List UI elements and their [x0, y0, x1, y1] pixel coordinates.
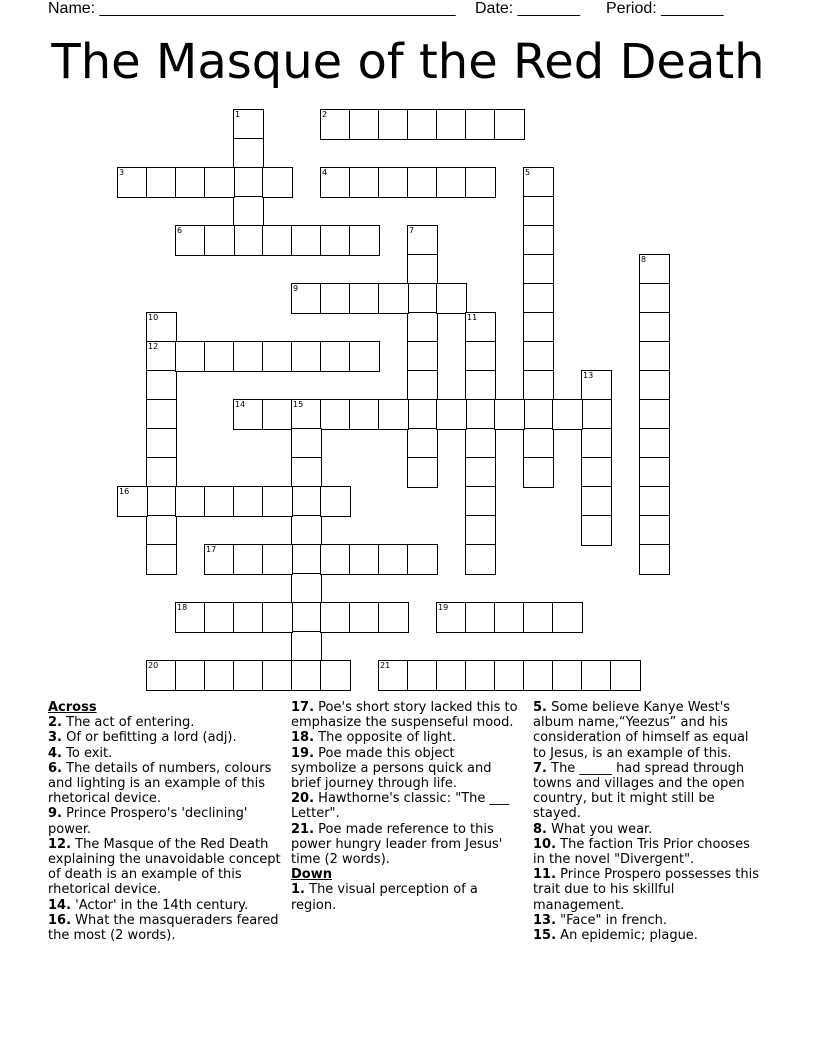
grid-cell[interactable] — [175, 602, 206, 633]
grid-cell[interactable] — [146, 312, 177, 343]
clue-item-number: 3. — [48, 730, 62, 746]
grid-cell[interactable] — [610, 660, 641, 691]
clue-item-number: 18. — [291, 730, 315, 746]
grid-cell[interactable] — [523, 602, 554, 633]
grid-cell[interactable] — [291, 283, 322, 314]
clue-item-number: 20. — [291, 791, 315, 807]
clue-item-text: Poe's short story lacked this to emphasize the suspenseful mood. — [291, 700, 518, 731]
grid-cell[interactable] — [465, 109, 496, 140]
grid-cell[interactable] — [465, 312, 496, 343]
clue-item-number: 15. — [533, 928, 557, 944]
date-field-label[interactable]: Date: _______ — [475, 0, 580, 17]
grid-cell[interactable] — [233, 399, 264, 430]
grid-cell[interactable] — [639, 312, 670, 343]
grid-cell[interactable] — [552, 602, 583, 633]
grid-cell[interactable] — [378, 167, 409, 198]
grid-cell[interactable] — [407, 312, 438, 343]
grid-cell[interactable] — [407, 167, 438, 198]
grid-cell[interactable] — [639, 544, 670, 575]
grid-cell[interactable] — [581, 399, 612, 430]
grid-cell[interactable] — [291, 660, 322, 691]
grid-cell[interactable] — [639, 515, 670, 546]
grid-cell[interactable] — [233, 660, 264, 691]
grid-cell[interactable] — [146, 370, 177, 401]
clue-number: 17 — [206, 545, 217, 554]
clues-column-3 — [533, 700, 765, 943]
grid-cell[interactable] — [465, 399, 496, 430]
grid-cell[interactable] — [465, 370, 496, 401]
grid-cell[interactable] — [349, 225, 380, 256]
clue-item-text: "Face" in french. — [560, 912, 668, 928]
clue-item-number: 1. — [291, 882, 305, 898]
clue-item-number: 4. — [48, 745, 62, 761]
grid-cell[interactable] — [349, 109, 380, 140]
clue-item-number: 8. — [533, 821, 547, 837]
clue-number: 5 — [525, 168, 531, 177]
grid-cell[interactable] — [523, 370, 554, 401]
clue-item — [533, 837, 765, 867]
grid-cell[interactable] — [233, 109, 264, 140]
clue-item-text: What the masqueraders feared the most (2 words). — [48, 912, 279, 944]
grid-cell[interactable] — [320, 283, 351, 314]
grid-cell[interactable] — [407, 544, 438, 575]
grid-cell[interactable] — [407, 109, 438, 140]
clue-item — [291, 700, 521, 730]
grid-cell[interactable] — [204, 486, 235, 517]
grid-cell[interactable] — [407, 370, 438, 401]
grid-cell[interactable] — [378, 602, 409, 633]
grid-cell[interactable] — [407, 283, 438, 314]
grid-cell[interactable] — [349, 167, 380, 198]
grid-cell[interactable] — [465, 167, 496, 198]
clue-item — [48, 730, 282, 745]
clue-item — [533, 867, 765, 913]
grid-cell[interactable] — [320, 167, 351, 198]
grid-cell[interactable] — [349, 602, 380, 633]
grid-cell[interactable] — [436, 167, 467, 198]
grid-cell[interactable] — [639, 399, 670, 430]
grid-cell[interactable] — [465, 515, 496, 546]
grid-cell[interactable] — [146, 515, 177, 546]
grid-cell[interactable] — [291, 225, 322, 256]
clue-item-number: 5. — [533, 700, 547, 715]
clue-number: 11 — [467, 313, 478, 322]
grid-cell[interactable] — [291, 399, 322, 430]
grid-cell[interactable] — [465, 428, 496, 459]
grid-cell[interactable] — [523, 167, 554, 198]
grid-cell[interactable] — [436, 283, 467, 314]
grid-cell[interactable] — [146, 399, 177, 430]
clue-item — [48, 715, 282, 730]
clue-item-number: 12. — [48, 836, 72, 852]
grid-cell[interactable] — [320, 486, 351, 517]
clue-item-text: Some believe Kanye West's album name,“Yeezus” and his consideration of himself as equal to Jesus, is an example of this. — [533, 700, 749, 761]
grid-cell[interactable] — [175, 486, 206, 517]
clue-item-text: The _____ had spread through towns and villages and the open country, but it might still be stayed. — [533, 760, 745, 822]
clue-item — [48, 898, 282, 913]
clue-item — [533, 822, 765, 837]
grid-cell[interactable] — [175, 341, 206, 372]
clue-item — [48, 913, 282, 943]
clue-item-number: 17. — [291, 700, 315, 715]
clue-item-number: 6. — [48, 760, 62, 776]
grid-cell[interactable] — [523, 457, 554, 488]
grid-cell[interactable] — [204, 660, 235, 691]
clues-column-1 — [48, 700, 282, 943]
grid-cell[interactable] — [233, 486, 264, 517]
clue-item-text: 'Actor' in the 14th century. — [75, 897, 249, 913]
clue-item-number: 10. — [533, 836, 557, 852]
grid-cell[interactable] — [291, 457, 322, 488]
clue-item-number: 2. — [48, 715, 62, 731]
grid-cell[interactable] — [407, 254, 438, 285]
clue-item-text: The visual perception of a region. — [291, 882, 478, 913]
grid-cell[interactable] — [436, 399, 467, 430]
clue-number: 14 — [235, 400, 246, 409]
grid-cell[interactable] — [233, 341, 264, 372]
grid-cell[interactable] — [204, 602, 235, 633]
clue-number: 15 — [293, 400, 304, 409]
clue-item — [48, 746, 282, 761]
grid-cell[interactable] — [291, 486, 322, 517]
clue-item — [48, 837, 282, 898]
clue-item — [533, 928, 765, 943]
grid-cell[interactable] — [378, 109, 409, 140]
clue-number: 6 — [177, 226, 183, 235]
grid-cell[interactable] — [320, 225, 351, 256]
grid-cell[interactable] — [291, 631, 322, 662]
clue-item-text: The faction Tris Prior chooses in the novel "Divergent". — [533, 836, 750, 868]
grid-cell[interactable] — [639, 457, 670, 488]
grid-cell[interactable] — [204, 167, 235, 198]
clue-number: 19 — [438, 603, 449, 612]
grid-cell[interactable] — [436, 109, 467, 140]
grid-cell[interactable] — [233, 602, 264, 633]
clue-item-text: To exit. — [66, 745, 113, 761]
clue-number: 1 — [235, 110, 241, 119]
clue-number: 8 — [641, 255, 647, 264]
grid-cell[interactable] — [146, 660, 177, 691]
grid-cell[interactable] — [146, 428, 177, 459]
grid-cell[interactable] — [465, 486, 496, 517]
grid-cell[interactable] — [262, 660, 293, 691]
clue-item-number: 13. — [533, 912, 557, 928]
grid-cell[interactable] — [523, 225, 554, 256]
clue-item — [533, 913, 765, 928]
grid-cell[interactable] — [204, 544, 235, 575]
grid-cell[interactable] — [523, 196, 554, 227]
grid-cell[interactable] — [320, 399, 351, 430]
period-field-label[interactable]: Period: _______ — [606, 0, 724, 17]
clue-item-number: 21. — [291, 821, 315, 837]
clue-item — [48, 806, 282, 836]
clue-item-number: 11. — [533, 867, 557, 883]
clue-number: 21 — [380, 661, 391, 670]
grid-cell[interactable] — [349, 544, 380, 575]
grid-cell[interactable] — [291, 341, 322, 372]
grid-cell[interactable] — [320, 341, 351, 372]
grid-cell[interactable] — [291, 573, 322, 604]
clue-item-text: Poe made this object symbolize a persons quick and brief journey through life. — [291, 745, 492, 792]
grid-cell[interactable] — [262, 544, 293, 575]
grid-cell[interactable] — [175, 660, 206, 691]
grid-cell[interactable] — [349, 283, 380, 314]
grid-cell[interactable] — [233, 138, 264, 169]
grid-cell[interactable] — [407, 399, 438, 430]
grid-cell[interactable] — [581, 515, 612, 546]
grid-cell[interactable] — [117, 486, 148, 517]
grid-cell[interactable] — [349, 399, 380, 430]
clue-number: 9 — [293, 284, 299, 293]
grid-cell[interactable] — [494, 602, 525, 633]
grid-cell[interactable] — [465, 544, 496, 575]
clue-item-number: 7. — [533, 760, 547, 776]
name-field-label[interactable]: Name: ________________________________________ — [48, 0, 456, 17]
grid-cell[interactable] — [146, 486, 177, 517]
grid-cell[interactable] — [291, 515, 322, 546]
grid-cell[interactable] — [639, 341, 670, 372]
grid-cell[interactable] — [204, 341, 235, 372]
clue-item-text: An epidemic; plague. — [560, 928, 698, 944]
clue-item-text: The act of entering. — [66, 715, 195, 731]
grid-cell[interactable] — [552, 660, 583, 691]
grid-cell[interactable] — [523, 399, 554, 430]
clue-item-text: Poe made reference to this power hungry leader from Jesus' time (2 words). — [291, 821, 503, 868]
grid-cell[interactable] — [262, 399, 293, 430]
clue-number: 13 — [583, 371, 594, 380]
grid-cell[interactable] — [262, 602, 293, 633]
grid-cell[interactable] — [291, 428, 322, 459]
clue-number: 7 — [409, 226, 415, 235]
grid-cell[interactable] — [233, 167, 264, 198]
grid-cell[interactable] — [581, 457, 612, 488]
grid-cell[interactable] — [349, 341, 380, 372]
grid-cell[interactable] — [233, 544, 264, 575]
clue-item — [291, 730, 521, 745]
grid-cell[interactable] — [523, 341, 554, 372]
grid-cell[interactable] — [291, 544, 322, 575]
grid-cell[interactable] — [581, 486, 612, 517]
grid-cell[interactable] — [262, 225, 293, 256]
grid-cell[interactable] — [320, 109, 351, 140]
clue-item-text: The details of numbers, colours and lighting is an example of this rhetorical device. — [48, 760, 272, 807]
grid-cell[interactable] — [436, 660, 467, 691]
grid-cell[interactable] — [523, 254, 554, 285]
clue-item-text: Hawthorne's classic: "The ___ Letter". — [291, 791, 510, 822]
grid-cell[interactable] — [378, 544, 409, 575]
clue-item-text: Prince Prospero possesses this trait due to his skillful management. — [533, 867, 759, 913]
grid-cell[interactable] — [639, 254, 670, 285]
clue-item-text: The opposite of light. — [318, 730, 457, 746]
grid-cell[interactable] — [552, 399, 583, 430]
clue-number: 16 — [119, 487, 130, 496]
grid-cell[interactable] — [639, 283, 670, 314]
clue-item-number: 9. — [48, 806, 62, 822]
clue-item-text: What you wear. — [551, 821, 653, 837]
clue-item — [291, 746, 521, 792]
clue-item-number: 16. — [48, 912, 72, 928]
grid-cell[interactable] — [494, 660, 525, 691]
clue-item — [48, 761, 282, 807]
grid-cell[interactable] — [320, 602, 351, 633]
grid-cell[interactable] — [523, 283, 554, 314]
grid-cell[interactable] — [146, 167, 177, 198]
grid-cell[interactable] — [523, 312, 554, 343]
clue-item-text: Prince Prospero's 'declining' power. — [48, 806, 248, 837]
grid-cell[interactable] — [494, 109, 525, 140]
clue-number: 2 — [322, 110, 328, 119]
clue-item — [533, 761, 765, 822]
clue-number: 20 — [148, 661, 159, 670]
grid-cell[interactable] — [494, 399, 525, 430]
clue-item — [291, 791, 521, 821]
grid-cell[interactable] — [465, 341, 496, 372]
clue-item-text: The Masque of the Red Death explaining the unavoidable concept of death is an example of this rhetorical device. — [48, 836, 281, 898]
grid-cell[interactable] — [465, 660, 496, 691]
grid-cell[interactable] — [320, 544, 351, 575]
grid-cell[interactable] — [581, 428, 612, 459]
grid-cell[interactable] — [146, 457, 177, 488]
grid-cell[interactable] — [407, 341, 438, 372]
grid-cell[interactable] — [378, 399, 409, 430]
grid-cell[interactable] — [175, 167, 206, 198]
clue-item-text: Of or befitting a lord (adj). — [66, 730, 237, 746]
grid-cell[interactable] — [407, 660, 438, 691]
grid-cell[interactable] — [581, 370, 612, 401]
clue-item — [533, 700, 765, 761]
clue-number: 3 — [119, 168, 125, 177]
grid-cell[interactable] — [465, 457, 496, 488]
clue-number: 10 — [148, 313, 159, 322]
clues-column-2 — [291, 700, 521, 913]
grid-cell[interactable] — [291, 602, 322, 633]
grid-cell[interactable] — [407, 457, 438, 488]
clue-item-number: 14. — [48, 897, 72, 913]
clue-number: 12 — [148, 342, 159, 351]
section-heading: Across — [48, 700, 97, 715]
grid-cell[interactable] — [262, 341, 293, 372]
grid-cell[interactable] — [465, 602, 496, 633]
grid-cell[interactable] — [204, 225, 235, 256]
grid-cell[interactable] — [639, 370, 670, 401]
page-title: The Masque of the Red Death — [51, 34, 765, 90]
grid-cell[interactable] — [262, 167, 293, 198]
grid-cell[interactable] — [175, 225, 206, 256]
grid-cell[interactable] — [146, 341, 177, 372]
grid-cell[interactable] — [407, 225, 438, 256]
grid-cell[interactable] — [639, 428, 670, 459]
grid-cell[interactable] — [407, 428, 438, 459]
grid-cell[interactable] — [436, 602, 467, 633]
section-heading: Down — [291, 867, 332, 883]
grid-cell[interactable] — [262, 486, 293, 517]
clue-item — [291, 822, 521, 868]
clue-number: 4 — [322, 168, 328, 177]
grid-cell[interactable] — [639, 486, 670, 517]
grid-cell[interactable] — [117, 167, 148, 198]
grid-cell[interactable] — [378, 660, 409, 691]
grid-cell[interactable] — [320, 660, 351, 691]
grid-cell[interactable] — [378, 283, 409, 314]
grid-cell[interactable] — [523, 660, 554, 691]
grid-cell[interactable] — [233, 225, 264, 256]
clue-item — [291, 882, 521, 912]
grid-cell[interactable] — [146, 544, 177, 575]
grid-cell[interactable] — [233, 196, 264, 227]
clue-item-number: 19. — [291, 745, 315, 761]
grid-cell[interactable] — [523, 428, 554, 459]
clue-number: 18 — [177, 603, 188, 612]
grid-cell[interactable] — [581, 660, 612, 691]
